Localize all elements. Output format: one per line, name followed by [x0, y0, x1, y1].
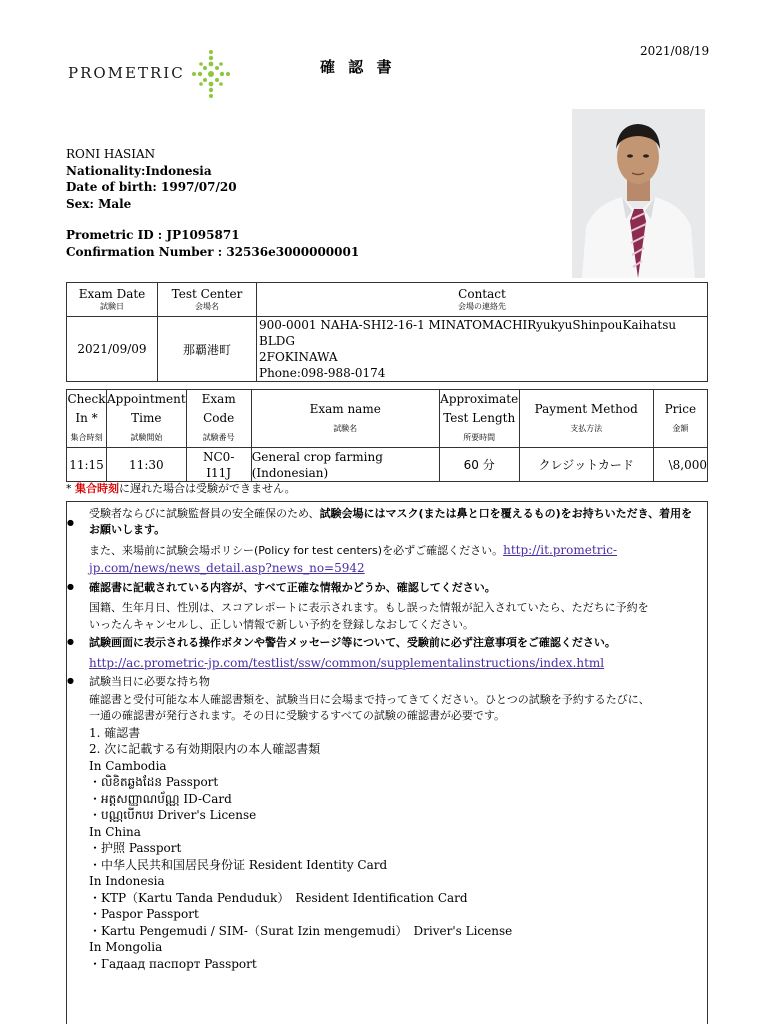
- bullet-icon: ●: [67, 675, 74, 685]
- section-screen-notes: ● 試験画面に表示される操作ボタンや警告メッセージ等について、受験前に必ず注意事項をご確認ください。 http://ac.prometric-jp.com/testlist/ssw/common/supplementalinstructions/index.html: [67, 636, 616, 670]
- bullet-icon: ●: [67, 637, 74, 646]
- prometric-logo: [68, 44, 238, 104]
- list-item: ・中华人民共和国居民身份证 Resident Identity Card: [89, 857, 388, 872]
- test-center-policy-link[interactable]: http://it.prometric-: [503, 543, 618, 557]
- section-mask: ● 受験者ならびに試験監督員の安全確保のため、試験会場にはマスク(または鼻と口を覆えるもの)をお持ちいただき、着用をお願いします。 また、来場前に試験会場ポリシー(Policy for test centers)を必ずご確認ください。http://it.prometric- jp.com/news/news_detail.asp?news_no=5942: [67, 507, 693, 575]
- check-in-time: 11:15: [67, 448, 107, 482]
- supplemental-instructions-link[interactable]: http://ac.prometric-jp.com/testlist/ssw/common/supplementalinstructions/index.html: [89, 656, 605, 670]
- candidate-ids: [66, 227, 359, 260]
- bullet-icon: ●: [67, 582, 74, 591]
- header-exam-name: Exam name 試験名: [251, 390, 439, 448]
- site-table: [66, 282, 708, 382]
- candidate-info: [66, 146, 237, 212]
- date-of-birth: Date of birth: 1997/07/20: [66, 180, 237, 194]
- header-test-length: Approximate Test Length 所要時間: [439, 390, 519, 448]
- nationality: Nationality:Indonesia: [66, 163, 212, 178]
- list-item: ・បណ្ណបើកបរ Driver's License: [89, 808, 257, 822]
- test-center: 那覇港町: [158, 317, 257, 382]
- list-item: In Mongolia: [89, 940, 163, 954]
- list-item: 1. 確認書: [89, 725, 141, 740]
- header-exam-code: Exam Code 試験番号: [186, 390, 251, 448]
- list-item: ・Гадаад паспорт Passport: [89, 956, 257, 971]
- table-row: [67, 448, 708, 482]
- star-icon: [186, 44, 236, 104]
- portrait-image: [572, 109, 705, 278]
- list-item: In Cambodia: [89, 758, 167, 773]
- table-row: [67, 317, 708, 382]
- address-line-1: 900-0001 NAHA-SHI2-16-1 MINATOMACHIRyukyuShinpouKaihatsu BLDG: [259, 318, 677, 348]
- exam-date: 2021/09/09: [67, 317, 158, 382]
- list-item: ・护照 Passport: [89, 841, 182, 855]
- exam-table: [66, 389, 708, 482]
- note-highlight: 集合時刻: [75, 482, 119, 495]
- test-length: 60 分: [439, 448, 519, 482]
- document-title: 確 認 書: [320, 58, 396, 76]
- bullet-icon: ●: [67, 518, 74, 527]
- payment-method: クレジットカード: [519, 448, 653, 482]
- test-center-policy-link-cont[interactable]: jp.com/news/news_detail.asp?news_no=5942: [89, 560, 365, 575]
- list-item: In China: [89, 824, 141, 839]
- site-table-header: [67, 283, 708, 317]
- exam-code: NC0- I11J: [186, 448, 251, 482]
- header-check-in: Check In * 集合時刻: [67, 390, 107, 448]
- section-required-items: ● 試験当日に必要な持ち物 確認書と受付可能な本人確認書類を、試験当日に会場まで持ってきてください。ひとつの試験を予約するたびに、 一通の確認書が発行されます。その日に受験するすべての試験の確認書が必要です。 1. 確認書 2. 次に記載する有効期限内の本人確認書類 In Cambodia ・លិខិតឆ្លងដែន Passport ・អត្តសញ្ញាណប័ណ្ណ ID-Card ・បណ្ណបើកបរ Driver's License In China ・护照 Passport ・中华人民共和国居民身份证 Resident Identity Card In Indonesia ・KTP（Kartu Tanda Penduduk） Resident Identification Card ・Paspor Passport ・Kartu Pengemudi / SIM-（Surat Izin mengemudi） Driver's License In Mongolia ・Гадаад паспорт Passport: [67, 674, 701, 973]
- list-item: ・Kartu Pengemudi / SIM-（Surat Izin mengemudi） Driver's License: [89, 923, 513, 938]
- header-exam-date: Exam Date 試験日: [67, 283, 158, 317]
- price: \8,000: [653, 448, 707, 482]
- sex: Sex: Male: [66, 196, 132, 211]
- issue-date: 2021/08/19: [640, 44, 710, 58]
- required-items-list: [89, 725, 701, 973]
- header-contact: Contact 会場の連絡先: [257, 283, 708, 317]
- logo-text: PROMETRIC: [68, 64, 185, 82]
- appointment-time: 11:30: [107, 448, 187, 482]
- list-item: ・អត្តសញ្ញាណប័ណ្ណ ID-Card: [89, 791, 232, 806]
- list-item: In Indonesia: [89, 874, 165, 888]
- list-item: ・Paspor Passport: [89, 907, 199, 921]
- late-arrival-note: * 集合時刻に遅れた場合は受験ができません。: [66, 482, 296, 495]
- address-line-2: 2FOKINAWA: [259, 350, 338, 364]
- header-test-center: Test Center 会場名: [158, 283, 257, 317]
- prometric-id: Prometric ID : JP1095871: [66, 228, 240, 242]
- exam-name: General crop farming (Indonesian): [251, 448, 439, 482]
- phone: Phone:098-988-0174: [259, 366, 386, 380]
- list-item: ・លិខិតឆ្លងដែន Passport: [89, 775, 219, 789]
- instructions-box: [66, 501, 708, 1024]
- contact-cell: [257, 317, 708, 382]
- section-verify-info: ● 確認書に記載されている内容が、すべて正確な情報かどうか、確認してください。 国籍、生年月日、性別は、スコアレポートに表示されます。もし誤った情報が記入されていたら、ただちに予約を いったんキャンセルし、正しい情報で新しい予約を登録しなおしてください。: [67, 581, 649, 631]
- header-payment: Payment Method 支払方法: [519, 390, 653, 448]
- list-item: 2. 次に記載する有効期限内の本人確認書類: [89, 742, 321, 756]
- candidate-name: RONI HASIAN: [66, 147, 156, 161]
- list-item: ・KTP（Kartu Tanda Penduduk） Resident Identification Card: [89, 890, 468, 905]
- header-price: Price 金額: [653, 390, 707, 448]
- header-appointment: Appointment Time 試験開始: [107, 390, 187, 448]
- exam-table-header: [67, 390, 708, 448]
- candidate-photo: [572, 109, 705, 278]
- confirmation-number: Confirmation Number : 32536e3000000001: [66, 244, 360, 259]
